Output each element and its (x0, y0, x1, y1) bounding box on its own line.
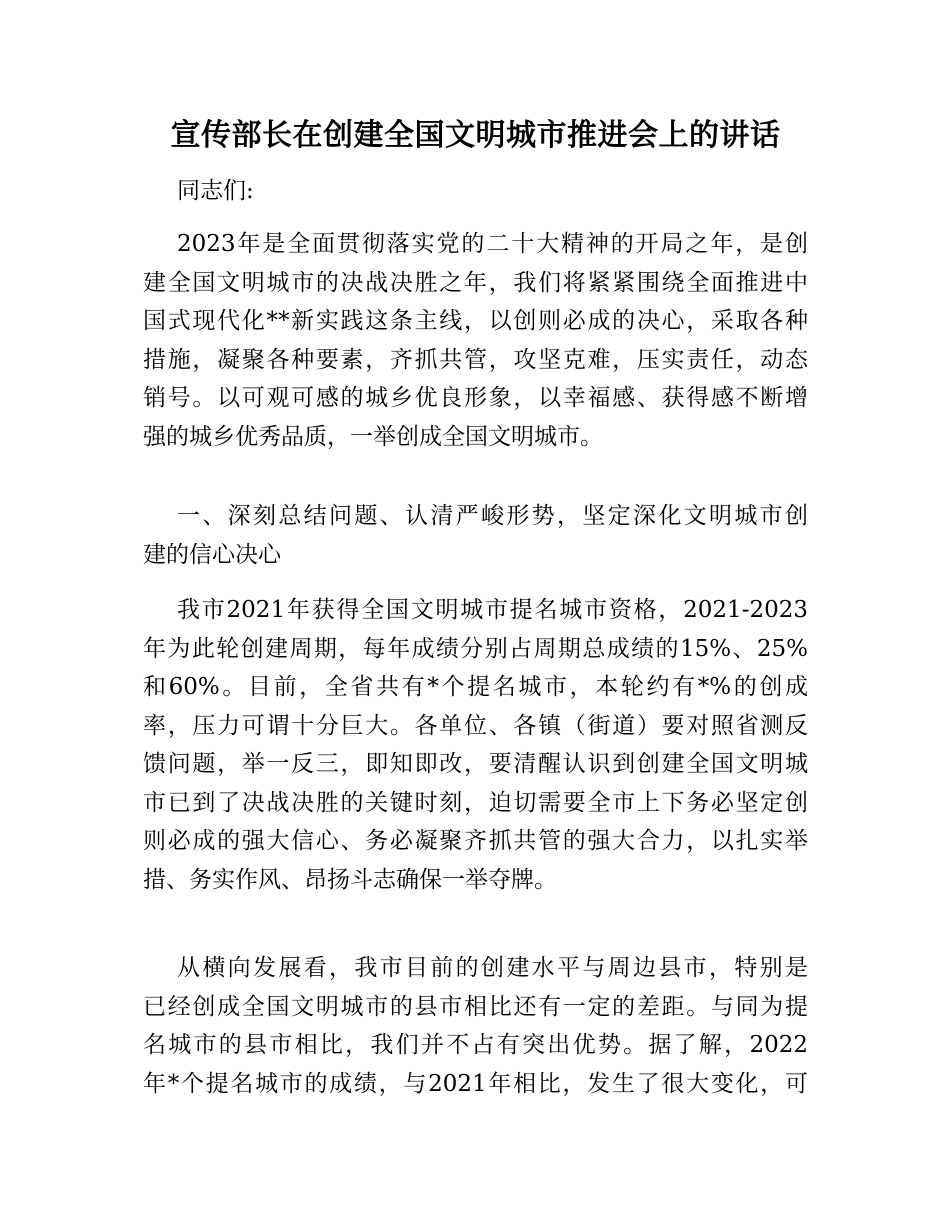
paragraph-line: 年*个提名城市的成绩，与2021年相比，发生了很大变化，可 (143, 1070, 808, 1097)
paragraph-line: 销号。以可观可感的城乡优良形象，以幸福感、获得感不断增 (143, 385, 808, 411)
paragraph-line: 则必成的强大信心、务必凝聚齐抓共管的强大合力，以扎实举 (143, 828, 808, 854)
paragraph-line: 国式现代化**新实践这条主线，以创则必成的决心，采取各种 (143, 308, 808, 334)
paragraph-line: 从横向发展看，我市目前的创建水平与周边县市，特别是 (177, 955, 808, 981)
paragraph-line: 和60%。目前，全省共有*个提名城市，本轮约有*%的创成 (143, 674, 808, 700)
paragraph-line: 馈问题，举一反三，即知即改，要清醒认识到创建全国文明城 (143, 751, 808, 777)
paragraph-line: 2023年是全面贯彻落实党的二十大精神的开局之年，是创 (177, 231, 808, 257)
paragraph-line: 我市2021年获得全国文明城市提名城市资格，2021-2023 (177, 597, 808, 623)
heading-line: 建的信心决心 (143, 541, 281, 568)
greeting-text: 同志们: (177, 178, 254, 204)
paragraph-line: 已经创成全国文明城市的县市相比还有一定的差距。与同为提 (143, 993, 808, 1020)
paragraph-line: 措、务实作风、昂扬斗志确保一举夺牌。 (143, 866, 557, 893)
paragraph-line: 市已到了决战决胜的关键时刻，迫切需要全市上下务必坚定创 (143, 789, 808, 816)
section-heading-1 (143, 497, 808, 574)
paragraph-line: 强的城乡优秀品质，一举创成全国文明城市。 (143, 423, 603, 450)
heading-line: 一、深刻总结问题、认清严峻形势，坚定深化文明城市创 (177, 503, 808, 529)
paragraph-1 (143, 225, 808, 456)
paragraph-line: 率，压力可谓十分巨大。各单位、各镇（街道）要对照省测反 (143, 712, 808, 739)
greeting (143, 172, 808, 211)
paragraph-line: 年为此轮创建周期，每年成绩分别占周期总成绩的15%、25% (143, 635, 808, 662)
document-title: 宣传部长在创建全国文明城市推进会上的讲话 (170, 118, 781, 153)
paragraph-line: 措施，凝聚各种要素，齐抓共管，攻坚克难，压实责任，动态 (143, 346, 808, 373)
paragraph-2 (143, 591, 808, 899)
paragraph-line: 建全国文明城市的决战决胜之年，我们将紧紧围绕全面推进中 (143, 269, 808, 296)
paragraph-3 (143, 949, 808, 1103)
paragraph-line: 名城市的县市相比，我们并不占有突出优势。据了解，2022 (143, 1032, 808, 1058)
